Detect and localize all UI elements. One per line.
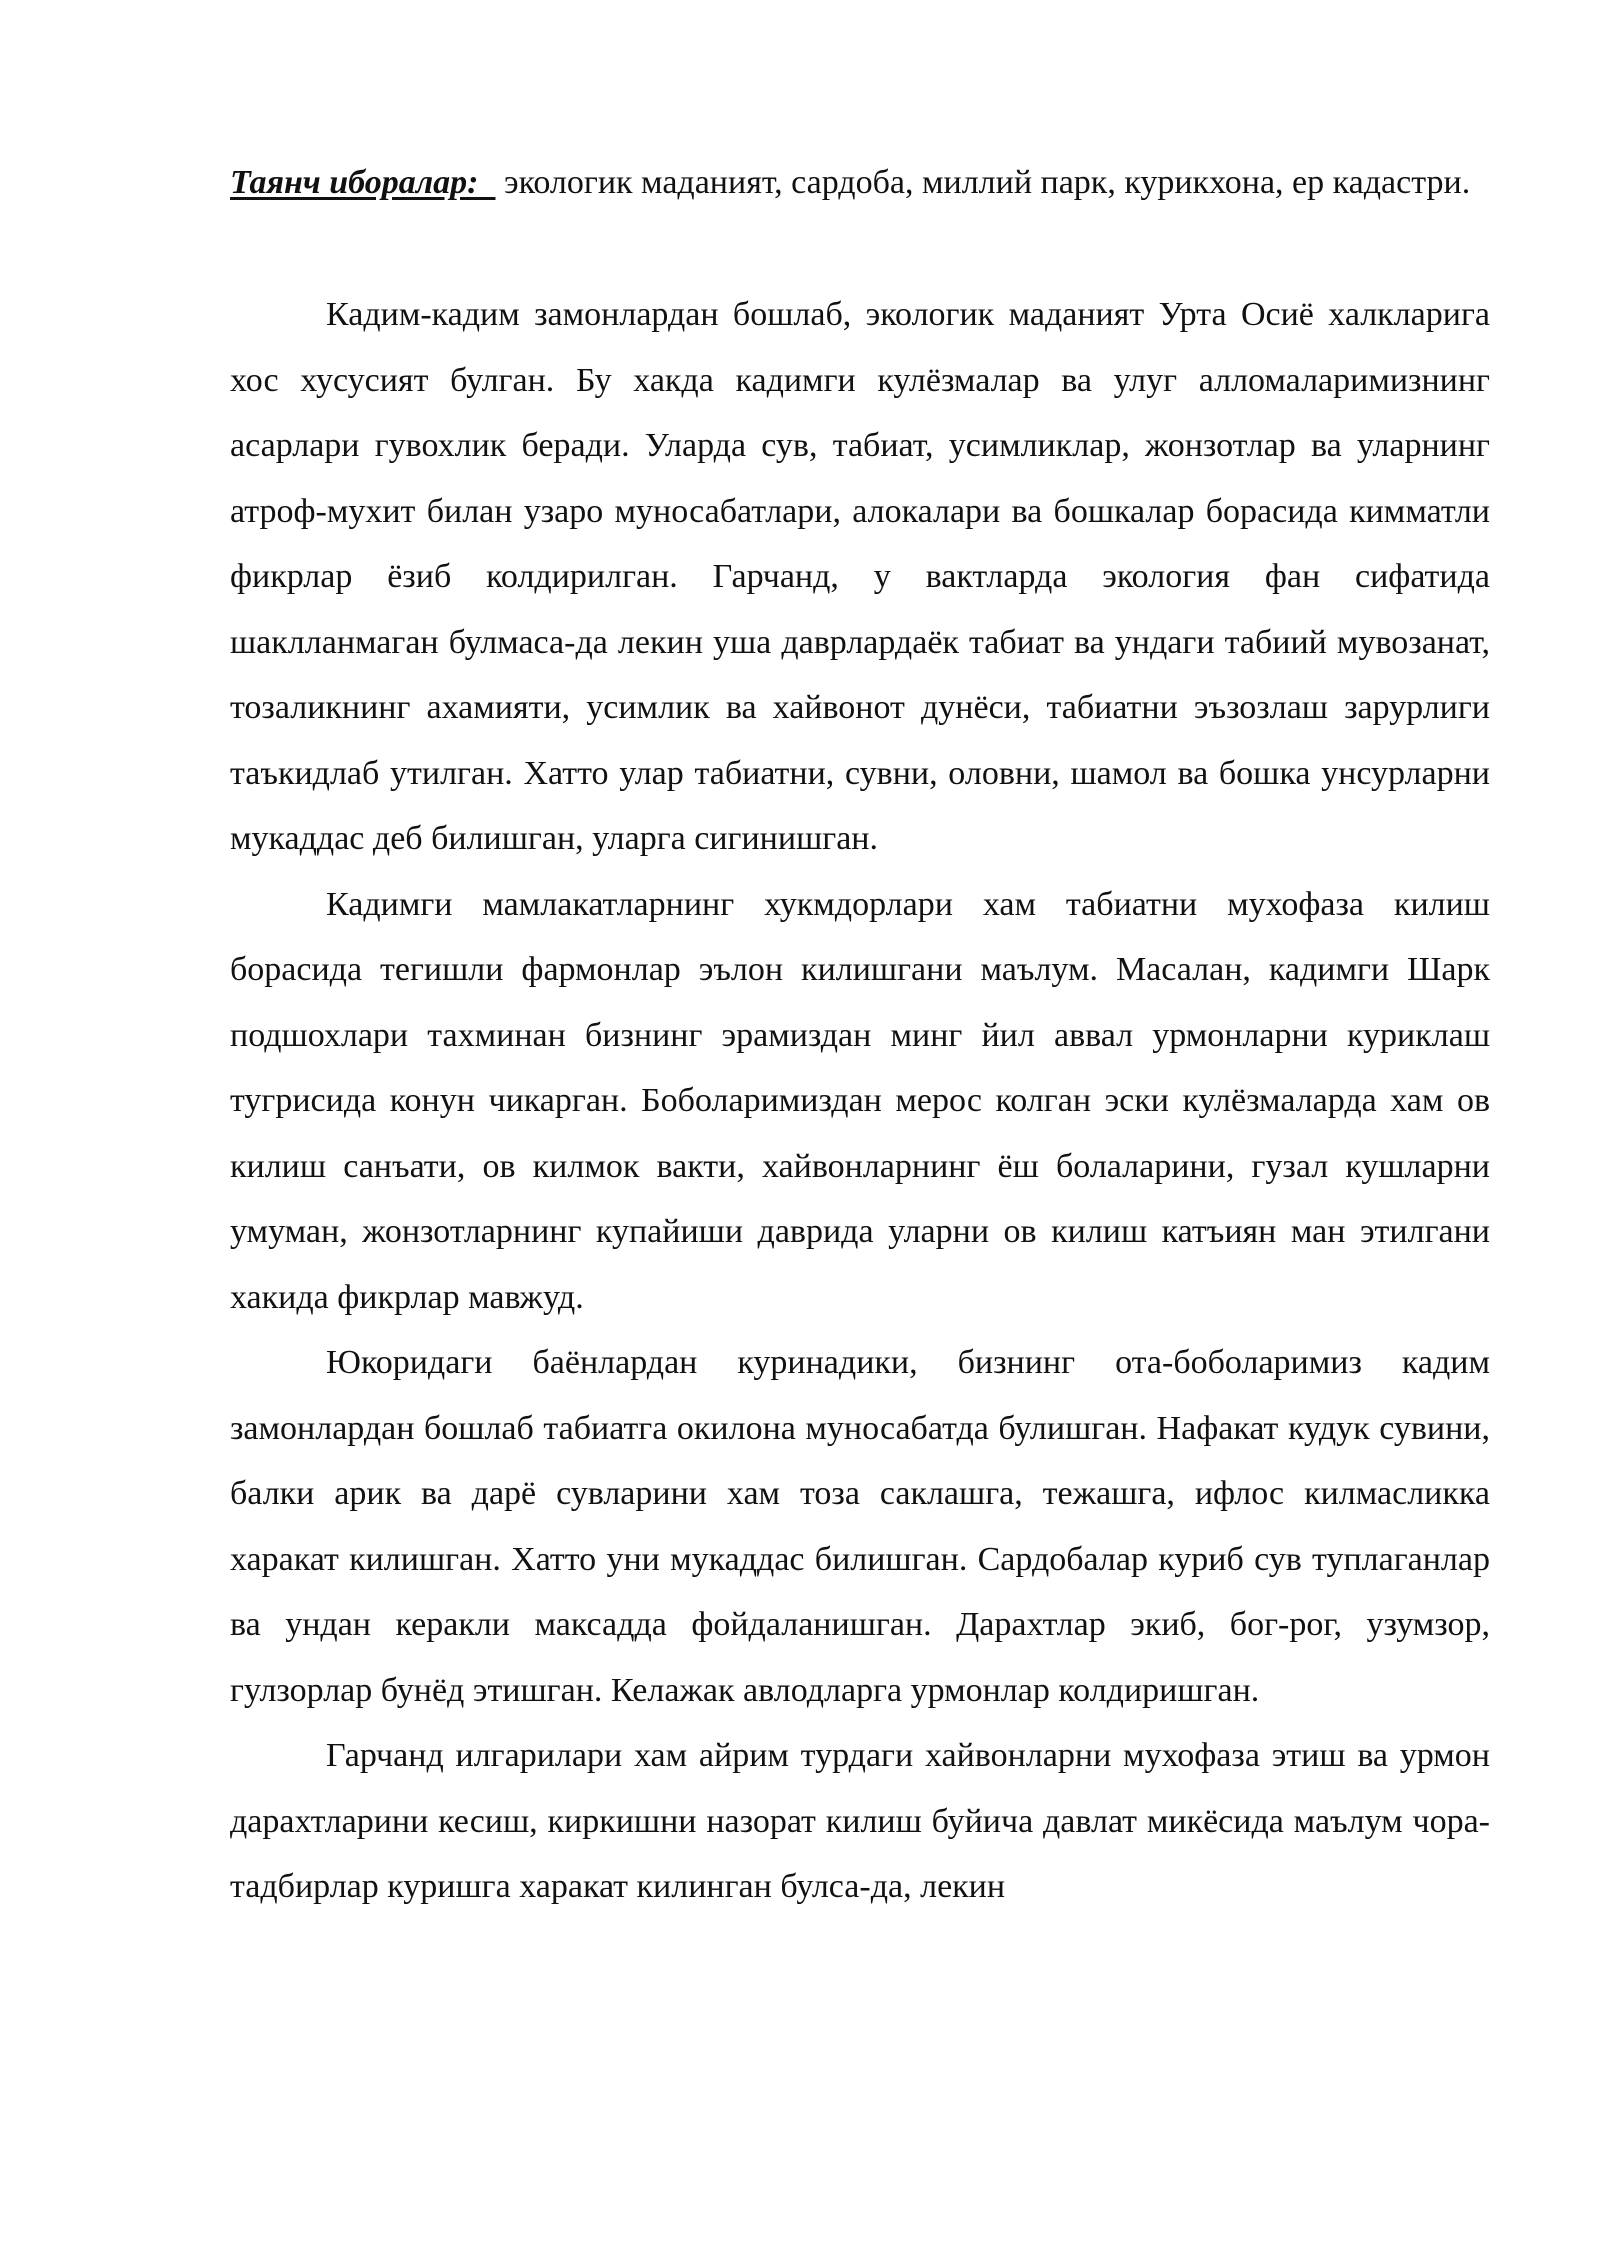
keywords-terms: экологик маданият, сардоба, миллий парк, курикхона, ер кадастри.	[503, 164, 1471, 201]
keywords-label: Таянч иборалар:	[230, 164, 479, 201]
paragraph: Кадим-кадим замонлардан бошлаб, экологик маданият Урта Осиё халкларига хос хусусият булган. Бу хакда кадимги кулёзмалар ва улуг алломаларимизнинг асарлари гувохлик беради. Уларда сув, табиат, усимликлар, жонзотлар ва уларнинг атроф-мухит билан узаро муносабатлари, алокалари ва бошкалар борасида кимматли фикрлар ёзиб колдирилган. Гарчанд, у вактларда экология фан сифатида шаклланмаган булмаса-да лекин уша даврлардаёк табиат ва ундаги табиий мувозанат, тозаликнинг ахамияти, усимлик ва хайвонот дунёси, табиатни эъзозлаш зарурлиги таъкидлаб утилган. Хатто улар табиатни, сувни, оловни, шамол ва бошка унсурларни мукаддас деб билишган, уларга сигинишган.	[230, 296, 1490, 857]
keywords-line	[230, 150, 1490, 216]
paragraph: Гарчанд илгарилари хам айрим турдаги хайвонларни мухофаза этиш ва урмон дарахтларини кесиш, киркишни назорат килиш буйича давлат микёсида маълум чора-тадбирлар куришга харакат килинган булса-да, лекин	[230, 1737, 1490, 1905]
paragraph: Кадимги мамлакатларнинг хукмдорлари хам табиатни мухофаза килиш борасида тегишли фармонлар эълон килишгани маълум. Масалан, кадимги Шарк подшохлари тахминан бизнинг эрамиздан минг йил аввал урмонларни куриклаш тугрисида конун чикарган. Боболаримиздан мерос колган эски кулёзмаларда хам ов килиш санъати, ов килмок вакти, хайвонларнинг ёш болаларини, гузал кушларни умуман, жонзотларнинг купайиши даврида уларни ов килиш катъиян ман этилгани хакида фикрлар мавжуд.	[230, 885, 1490, 1316]
document-body	[230, 282, 1490, 1920]
paragraph: Юкоридаги баёнлардан куринадики, бизнинг ота-боболаримиз кадим замонлардан бошлаб табиатга окилона муносабатда булишган. Нафакат кудук сувини, балки арик ва дарё сувларини хам тоза саклашга, тежашга, ифлос килмасликка харакат килишган. Хатто уни мукаддас билишган. Сардобалар куриб сув туплаганлар ва ундан керакли максадда фойдаланишган. Дарахтлар экиб, бог-рог, узумзор, гулзорлар бунёд этишган. Келажак авлодларга урмонлар колдиришган.	[230, 1344, 1490, 1709]
document-page	[230, 150, 1490, 1920]
keywords-underline-gap	[478, 164, 495, 201]
